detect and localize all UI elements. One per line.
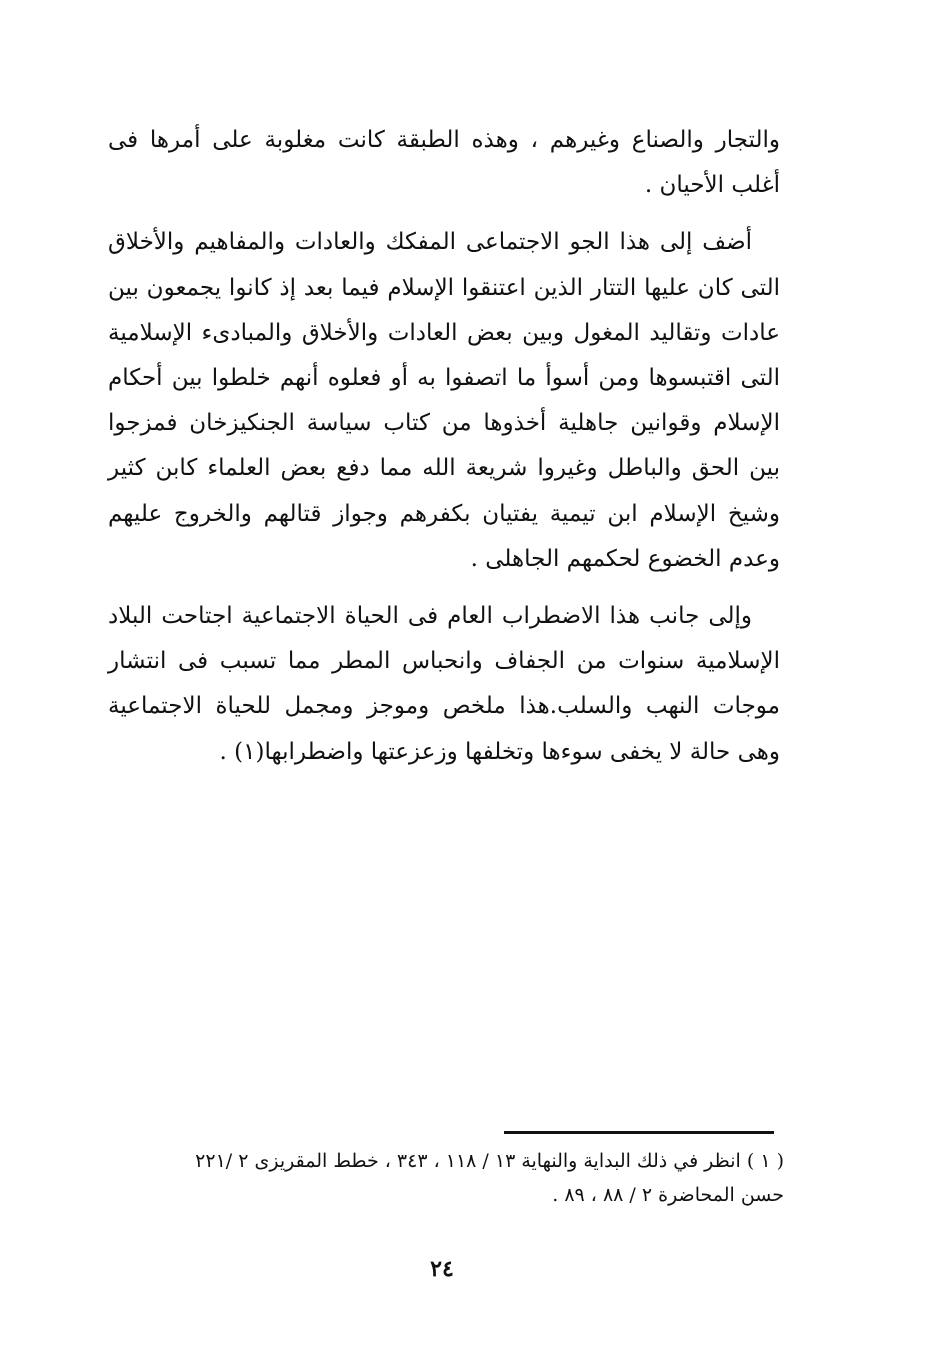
footnote-divider <box>504 1131 774 1134</box>
footnote-line-1: ( ١ ) انظر في ذلك البداية والنهاية ١٣ / ١١٨ ، ٣٤٣ ، خطط المقريزى ٢ /٢٢١ <box>195 1150 784 1172</box>
paragraph-2: أضف إلى هذا الجو الاجتماعى المفكك والعادات والمفاهيم والأخلاق التى كان عليها التتار الذين اعتنقوا الإسلام فيما بعد إذ كانوا يجمعون بين عادات وتقاليد المغول وبين بعض العادات والأخلاق والمبادىء الإسلامية التى اقتبسوها ومن أسوأ ما اتصفوا به أو فعلوه أنهم خلطوا بين أحكام الإسلام وقوانين جاهلية أخذوها من كتاب سياسة الجنكيزخان فمزجوا بين الحق والباطل وغيروا شريعة الله مما دفع بعض العلماء كابن كثير وشيخ الإسلام ابن تيمية يفتيان بكفرهم وجواز قتالهم والخروج عليهم وعدم الخضوع لحكمهم الجاهلى . <box>108 229 780 572</box>
body-text <box>108 118 780 787</box>
paragraph-3: وإلى جانب هذا الاضطراب العام فى الحياة الاجتماعية اجتاحت البلاد الإسلامية سنوات من الجفاف وانحباس المطر مما تسبب فى انتشار موجات النهب والسلب.هذا ملخص وموجز ومجمل للحياة الاجتماعية وهى حالة لا يخفى سوءها وتخلفها وزعزعتها واضطرابها(١) . <box>108 603 780 765</box>
paragraph-1: والتجار والصناع وغيرهم ، وهذه الطبقة كانت مغلوبة على أمرها فى أغلب الأحيان . <box>108 127 780 199</box>
footnote-line-2: حسن المحاضرة ٢ / ٨٨ ، ٨٩ . <box>552 1184 784 1206</box>
footnotes <box>104 1144 784 1212</box>
page-number: ٢٤ <box>430 1256 454 1282</box>
